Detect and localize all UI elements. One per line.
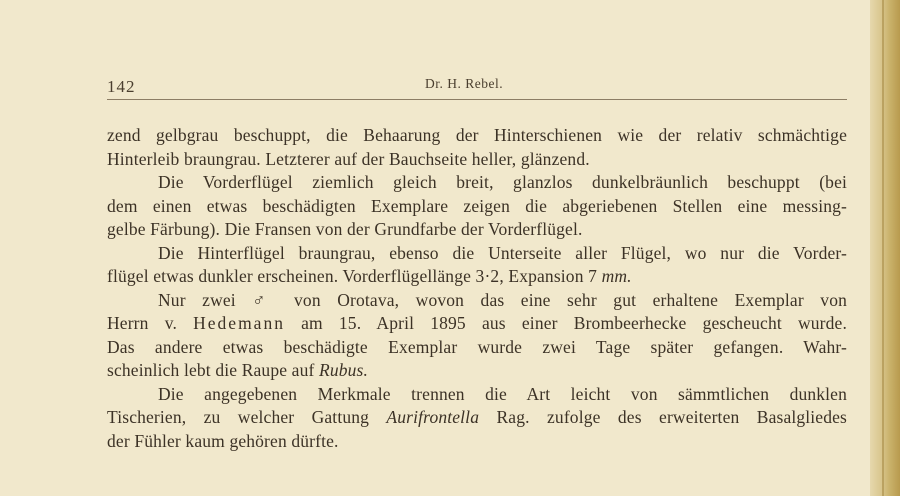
text-segment: scheinlich lebt die Raupe auf — [107, 360, 315, 380]
text-segment: Tischerien, zu welcher Gattung — [107, 407, 370, 427]
page-number: 142 — [107, 77, 136, 96]
text-line — [107, 265, 847, 289]
page-edge-line — [882, 0, 884, 496]
text-line: Das andere etwas beschädigte Exemplar wurde zwei Tage später gefangen. Wahr- — [107, 336, 847, 357]
text-segment: Rag. zufolge des erweiterten Basalgliedes — [496, 407, 848, 427]
genus-italic: Rubus. — [319, 360, 369, 380]
text-segment: am 15. April 1895 aus einer Brombeerhecke gescheucht wurde. — [301, 313, 847, 333]
body-text — [107, 124, 847, 453]
text-segment: flügel etwas dunkler erscheinen. Vorderflügellänge 3·2, Expansion 7 — [107, 266, 598, 286]
text-line: der Fühler kaum gehören dürfte. — [107, 430, 339, 451]
unit-italic: mm. — [601, 266, 632, 286]
page-edge — [870, 0, 900, 496]
text-line: zend gelbgrau beschuppt, die Behaarung der Hinterschienen wie der relativ schmächtige — [107, 125, 847, 145]
text-line: Die angegebenen Merkmale trennen die Art leicht von sämmtlichen dunklen — [158, 383, 847, 404]
text-line — [107, 312, 847, 336]
spaced-name: Hedemann — [193, 313, 285, 333]
running-head: Dr. H. Rebel. — [425, 76, 504, 91]
text-segment: Herrn v. — [107, 313, 177, 333]
text-line: Die Hinterflügel braungrau, ebenso die Unterseite aller Flügel, wo nur die Vorder- — [158, 242, 847, 263]
text-line: Hinterleib braungrau. Letzterer auf der Bauchseite heller, glänzend. — [107, 148, 590, 169]
header-rule — [107, 99, 847, 100]
text-line — [107, 359, 847, 383]
text-line: dem einen etwas beschädigten Exemplare zeigen die abgeriebenen Stellen eine messing- — [107, 195, 847, 216]
page-header — [107, 76, 847, 100]
text-line — [107, 406, 847, 430]
text-line: gelbe Färbung). Die Fransen von der Grundfarbe der Vorderflügel. — [107, 219, 583, 239]
text-line: Nur zwei ♂ von Orotava, wovon das eine sehr gut erhaltene Exemplar von — [158, 289, 847, 310]
text-line: Die Vorderflügel ziemlich gleich breit, glanzlos dunkelbräunlich beschuppt (bei — [158, 172, 847, 192]
species-italic: Aurifrontella — [386, 407, 480, 427]
